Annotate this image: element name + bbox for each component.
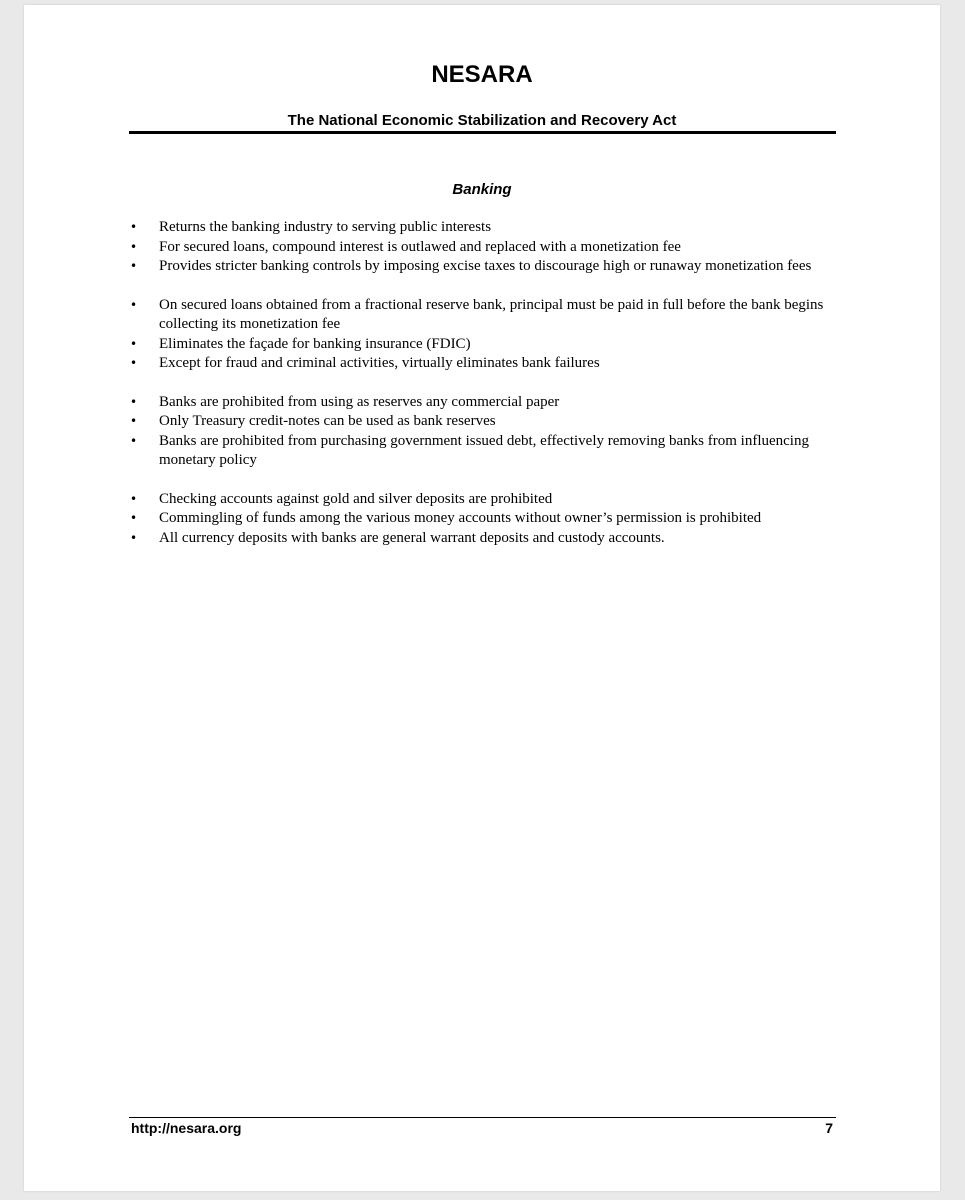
list-item	[129, 257, 839, 277]
bullet-group	[129, 218, 839, 277]
list-item-text: Eliminates the façade for banking insurance (FDIC)	[159, 335, 471, 352]
list-item	[129, 296, 839, 335]
footer-url: http://nesara.org	[131, 1120, 242, 1136]
list-item	[129, 335, 839, 355]
list-item-text: On secured loans obtained from a fractional reserve bank, principal must be paid in full before the bank begins collecting its monetization fee	[159, 296, 824, 332]
bullet-group	[129, 296, 839, 374]
list-item	[129, 238, 839, 258]
list-item-text: Provides stricter banking controls by imposing excise taxes to discourage high or runaway monetization fees	[159, 258, 812, 274]
footer-divider	[129, 1117, 836, 1118]
bullet-icon: •	[130, 220, 138, 234]
list-item	[129, 432, 839, 471]
list-item-text: Checking accounts against gold and silver deposits are prohibited	[159, 490, 553, 507]
section-heading: Banking	[452, 181, 512, 198]
bullet-icon: •	[130, 297, 138, 312]
bullet-icon: •	[130, 530, 138, 545]
list-item	[129, 490, 839, 510]
bullet-icon: •	[130, 414, 138, 428]
list-item-text: Except for fraud and criminal activities, virtually eliminates bank failures	[159, 355, 600, 371]
document-title: NESARA	[431, 61, 533, 88]
list-item-text: Only Treasury credit-notes can be used as bank reserves	[159, 413, 496, 429]
bullet-group	[129, 490, 839, 549]
header-divider	[129, 131, 836, 134]
bullet-group	[129, 393, 839, 471]
list-item	[129, 393, 839, 413]
list-item	[129, 509, 839, 529]
list-item-text: Commingling of funds among the various money accounts without owner’s permission is prohibited	[159, 510, 762, 526]
list-item-text: For secured loans, compound interest is outlawed and replaced with a monetization fee	[159, 238, 681, 255]
bullet-icon: •	[130, 511, 138, 525]
bullet-icon: •	[130, 336, 138, 351]
document-subtitle: The National Economic Stabilization and Recovery Act	[287, 112, 677, 129]
document-page	[24, 5, 940, 1191]
list-item-text: All currency deposits with banks are general warrant deposits and custody accounts.	[159, 529, 665, 546]
list-item	[129, 412, 839, 432]
bullet-list-container	[129, 218, 839, 567]
bullet-icon: •	[130, 239, 138, 254]
bullet-icon: •	[130, 433, 138, 448]
bullet-icon: •	[130, 259, 138, 273]
bullet-icon: •	[130, 491, 138, 506]
list-item-text: Returns the banking industry to serving public interests	[159, 219, 492, 235]
list-item	[129, 218, 839, 238]
bullet-icon: •	[130, 356, 138, 370]
list-item-text: Banks are prohibited from using as reserves any commercial paper	[159, 393, 560, 410]
list-item-text: Banks are prohibited from purchasing government issued debt, effectively removing banks from influencing monetary policy	[159, 432, 809, 468]
bullet-icon: •	[130, 394, 138, 409]
page-number: 7	[825, 1120, 833, 1136]
list-item	[129, 529, 839, 549]
list-item	[129, 354, 839, 374]
